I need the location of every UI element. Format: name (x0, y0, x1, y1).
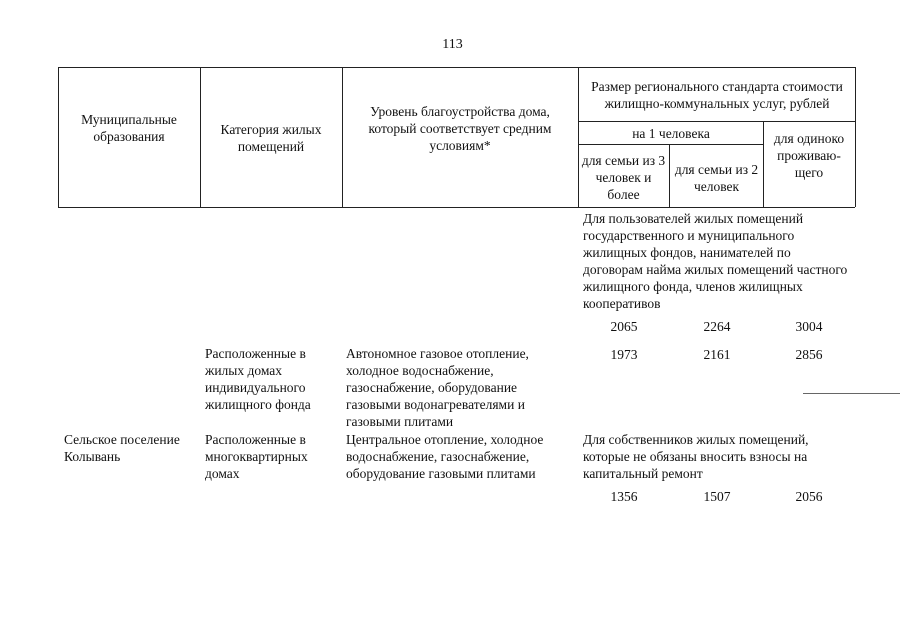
value-family-3-plus: 2065 (610, 319, 638, 334)
header-amenity-level: Уровень благоустройства дома, который соответствует средним условиям* (368, 103, 552, 153)
header-rule-per-person (578, 144, 763, 145)
header-category: Категория жилых помещений (220, 122, 322, 154)
header-standard-size: Размер регионального стандарта стоимости жилищно-коммунальных услуг, рублей (591, 79, 843, 111)
header-municipality: Муниципальные образования (81, 112, 177, 144)
value-family-3-plus: 1973 (610, 347, 638, 362)
header-rule-standard (578, 121, 855, 122)
value-family-2: 1507 (703, 489, 731, 504)
header-family-2: для семьи из 2 человек (674, 162, 759, 194)
value-single-resident: 3004 (795, 319, 823, 334)
value-family-2: 2264 (703, 319, 731, 334)
row-note: Для собственников жилых помещений, которые не обязаны вносить взносы на капитальный ремонт (583, 432, 809, 481)
row-municipality: Сельское поселение Колывань (64, 432, 180, 464)
header-col-border (200, 67, 201, 207)
header-col-border (58, 67, 59, 207)
row-amenity: Автономное газовое отопление, холодное водоснабжение, газоснабжение, оборудование газовыми водонагревателями и газовыми плитами (346, 346, 529, 429)
header-col-border (855, 67, 856, 207)
header-col-border (578, 67, 579, 207)
header-single-resident: для одиноко проживаю-щего (773, 130, 845, 180)
value-family-3-plus: 1356 (610, 489, 638, 504)
value-single-resident: 2056 (795, 489, 823, 504)
header-family-3-plus: для семьи из 3 человек и более (581, 152, 666, 202)
header-col-border (342, 67, 343, 207)
header-col-border (763, 121, 764, 207)
header-col-border (669, 144, 670, 207)
row-amenity: Центральное отопление, холодное водоснабжение, газоснабжение, оборудование газовыми плитами (346, 432, 544, 481)
table-top-border (58, 67, 855, 68)
header-per-person: на 1 человека (632, 125, 710, 141)
row-category: Расположенные в многоквартирных домах (205, 432, 308, 481)
page-number: 113 (442, 37, 463, 52)
header-bottom-border (58, 207, 855, 208)
row-category: Расположенные в жилых домах индивидуального жилищного фонда (205, 346, 311, 412)
row-note: Для пользователей жилых помещений государственного и муниципального жилищных фондов, нанимателей по договорам найма жилых помещений частного жилищного фонда, членов жилищных кооперативов (583, 211, 848, 311)
value-family-2: 2161 (703, 347, 731, 362)
value-single-resident: 2856 (795, 347, 823, 362)
scan-line-mark (803, 393, 900, 394)
